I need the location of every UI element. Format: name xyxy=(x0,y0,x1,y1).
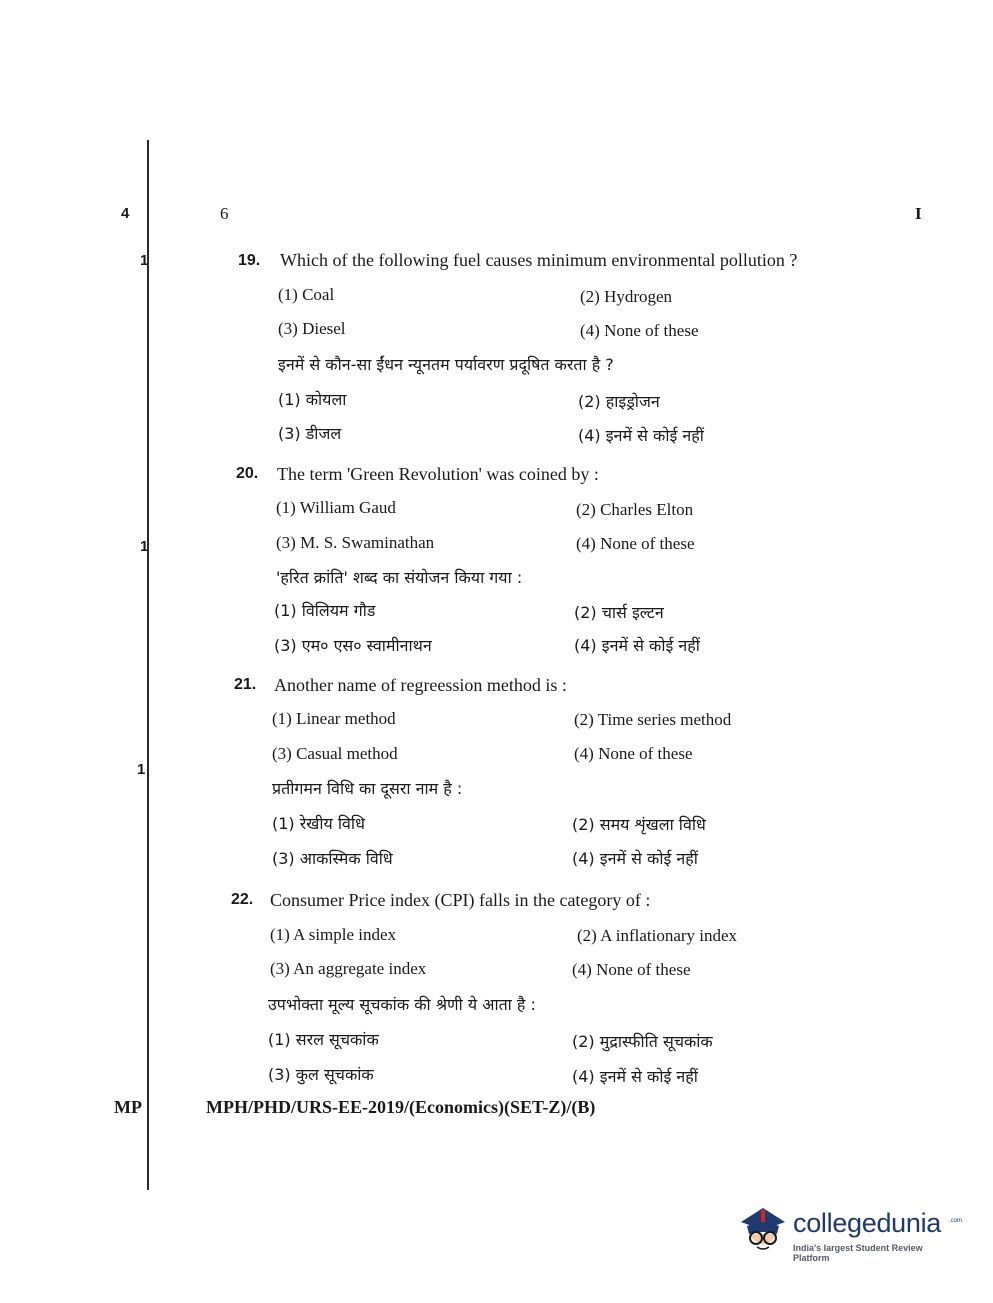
question-number: 21. xyxy=(234,676,257,693)
option-4-hi: (4) इनमें से कोई नहीं xyxy=(572,1067,698,1086)
option-2-hi: (2) हाइड्रोजन xyxy=(578,392,660,411)
question-text-en: Which of the following fuel causes minimum environmental pollution ? xyxy=(280,250,798,270)
question-text-hi: 'हरित क्रांति' शब्द का संयोजन किया गया : xyxy=(276,568,523,587)
margin-mark: 1 xyxy=(140,538,149,555)
option-3-hi: (3) डीजल xyxy=(278,424,342,443)
option-2-hi: (2) चार्स इल्टन xyxy=(574,603,664,622)
brand-domain: .com xyxy=(949,1218,963,1224)
mascot-icon xyxy=(735,1200,791,1260)
question-text-en: Consumer Price index (CPI) falls in the category of : xyxy=(270,890,651,910)
left-page-number: 4 xyxy=(121,205,130,222)
option-2-en: (2) A inflationary index xyxy=(577,926,738,945)
option-4-hi: (4) इनमें से कोई नहीं xyxy=(578,426,704,445)
question-text-en: The term 'Green Revolution' was coined by : xyxy=(277,464,599,484)
option-1-en: (1) Coal xyxy=(278,285,335,304)
option-1-en: (1) William Gaud xyxy=(276,498,396,517)
question-number: 22. xyxy=(231,891,254,908)
brand-tagline: India's largest Student Review Platform xyxy=(793,1243,923,1263)
option-4-hi: (4) इनमें से कोई नहीं xyxy=(572,849,698,868)
question-text-hi: इनमें से कौन-सा ईंधन न्यूनतम पर्यावरण प्रदूषित करता है ? xyxy=(278,355,614,374)
option-3-en: (3) Casual method xyxy=(272,744,398,763)
margin-line xyxy=(147,140,149,1190)
brand-name: collegedunia xyxy=(793,1208,942,1238)
option-4-en: (4) None of these xyxy=(572,960,691,979)
question-number: 20. xyxy=(236,465,259,482)
question-text-en: Another name of regreession method is : xyxy=(274,675,567,695)
margin-mark: 1 xyxy=(140,252,149,269)
paper-code: MPH/PHD/URS-EE-2019/(Economics)(SET-Z)/(B) xyxy=(206,1097,596,1117)
option-3-en: (3) Diesel xyxy=(278,319,346,338)
option-3-hi: (3) एम० एस० स्वामीनाथन xyxy=(274,636,432,655)
option-2-hi: (2) समय शृंखला विधि xyxy=(572,815,706,834)
option-4-en: (4) None of these xyxy=(576,534,695,553)
option-2-en: (2) Charles Elton xyxy=(576,500,694,519)
page-number: 6 xyxy=(220,204,229,223)
option-3-hi: (3) कुल सूचकांक xyxy=(268,1065,374,1084)
option-4-en: (4) None of these xyxy=(580,321,699,340)
option-1-en: (1) Linear method xyxy=(272,709,396,728)
footer-mark: MP xyxy=(114,1097,142,1117)
right-mark: I xyxy=(915,204,922,223)
margin-mark: 1 xyxy=(137,761,146,778)
option-2-hi: (2) मुद्रास्फीति सूचकांक xyxy=(572,1032,713,1051)
option-2-en: (2) Time series method xyxy=(574,710,732,729)
question-text-hi: उपभोक्ता मूल्य सूचकांक की श्रेणी ये आता है : xyxy=(268,995,536,1014)
option-1-hi: (1) रेखीय विधि xyxy=(272,814,365,833)
collegedunia-logo xyxy=(735,1200,963,1263)
option-2-en: (2) Hydrogen xyxy=(580,287,673,306)
option-1-en: (1) A simple index xyxy=(270,925,397,944)
option-3-en: (3) An aggregate index xyxy=(270,959,427,978)
option-1-hi: (1) सरल सूचकांक xyxy=(268,1030,379,1049)
option-4-en: (4) None of these xyxy=(574,744,693,763)
option-3-hi: (3) आकस्मिक विधि xyxy=(272,849,393,868)
option-1-hi: (1) विलियम गौड xyxy=(274,601,376,620)
question-number: 19. xyxy=(238,252,261,269)
option-3-en: (3) M. S. Swaminathan xyxy=(276,533,435,552)
question-text-hi: प्रतीगमन विधि का दूसरा नाम है : xyxy=(272,779,463,798)
option-4-hi: (4) इनमें से कोई नहीं xyxy=(574,636,700,655)
option-1-hi: (1) कोयला xyxy=(278,390,347,409)
